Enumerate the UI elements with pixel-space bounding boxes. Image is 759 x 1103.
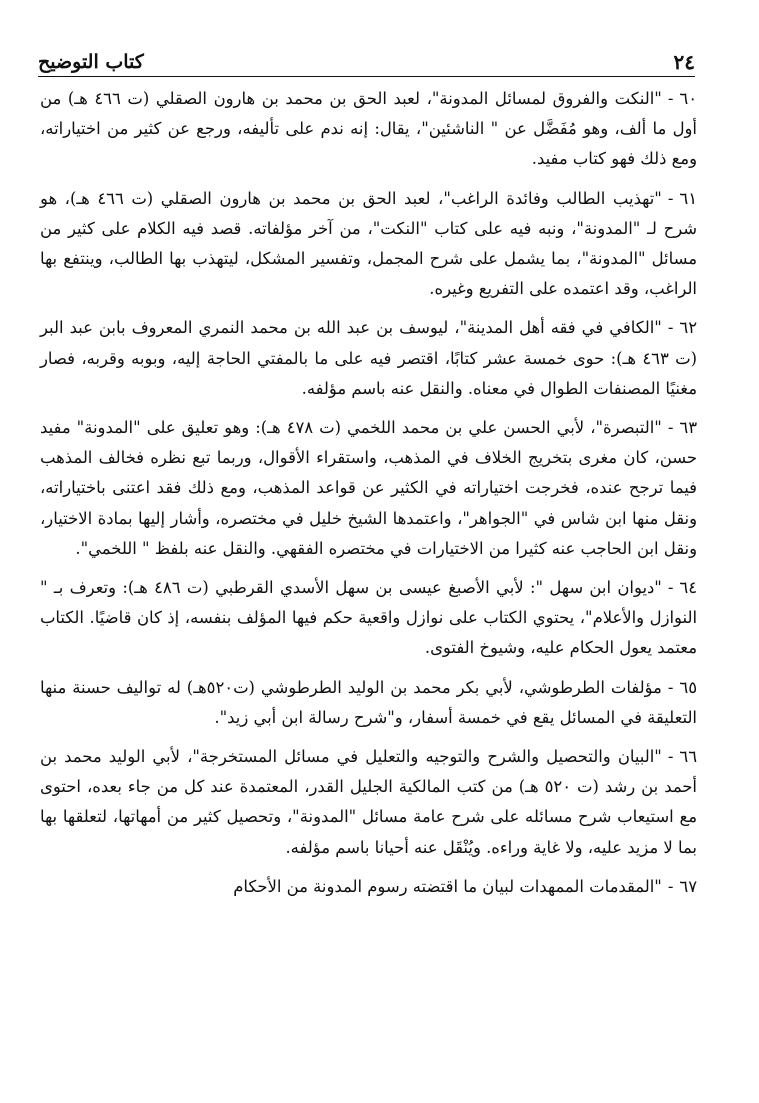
- entry-62: ٦٢-"الكافي في فقه أهل المدينة"، ليوسف بن عبد الله بن محمد النمري المعروف بابن عبد البر (ت ٤٦٣ هـ): حوى خمسة عشر كتابًا، اقتصر فيه على ما بالمفتي الحاجة إليه، وبوبه وقربه، فصار مغنيًا المصنفات الطوال في معناه. والنقل عنه باسم مؤلفه.: [40, 318, 697, 398]
- entry-number: ٦١: [679, 188, 697, 208]
- entry-65: ٦٥-مؤلفات الطرطوشي، لأبي بكر محمد بن الوليد الطرطوشي (ت٥٢٠هـ) له تواليف حسنة منها التعليقة في المسائل يقع في خمسة أسفار، و"شرح رسالة ابن أبي زيد".: [40, 677, 697, 727]
- entry-number: ٦٤: [679, 578, 697, 598]
- entry-number: ٦٧: [679, 876, 697, 896]
- entry-64: ٦٤-"ديوان ابن سهل ": لأبي الأصبغ عيسى بن سهل الأسدي القرطبي (ت ٤٨٦ هـ): وتعرف بـ " النوازل والأعلام"، يحتوي الكتاب على نوازل واقعية حكم فيها المؤلف بنفسه، إذ كان قاضيًا. الكتاب معتمد يعول الحكام عليه، وشيوخ الفتوى.: [40, 578, 697, 658]
- entry-number: ٦٦: [679, 747, 697, 767]
- entry-67: ٦٧-"المقدمات الممهدات لبيان ما اقتضته رسوم المدونة من الأحكام: [233, 876, 697, 896]
- page-number: ٢٤: [673, 50, 695, 74]
- entry-text: "تهذيب الطالب وفائدة الراغب"، لعبد الحق بن محمد بن هارون الصقلي (ت ٤٦٦ هـ)، هو شرح لـ "المدونة"، ونبه فيه على كتاب "النكت"، من آخر مؤلفاته. قصد فيه الكلام على كثير من مسائل "المدونة"، بما يشمل على شرح المجمل، وتفسير المشكل، ليتهذب بها الطالب، وينتفع بها الراغب، وقد اعتمده على التفريع وغيره.: [40, 188, 697, 299]
- entry-text: "التبصرة"، لأبي الحسن علي بن محمد اللخمي (ت ٤٧٨ هـ): وهو تعليق على "المدونة" مفيد حسن، كان مغرى بتخريج الخلاف في المذهب، واستقراء الأقوال، وربما تبع نظره فخالف المذهب فيما ترجح عنده، فخرجت اختياراته في الكثير عن قواعد المذهب، ومع ذلك فقد اعتنى باختياراته، ونقل منها ابن شاس في "الجواهر"، واعتمدها الشيخ خليل في مختصره، وأشار إليها بمادة الاختيار، ونقل ابن الحاجب عنه كثيرا من الاختيارات في مختصره الفقهي. والنقل عنه بلفظ " اللخمي".: [40, 418, 697, 558]
- running-header: [38, 42, 695, 76]
- entry-60: ٦٠-"النكت والفروق لمسائل المدونة"، لعبد الحق بن محمد بن هارون الصقلي (ت ٤٦٦ هـ) من أول ما ألف، وهو مُفَضَّل عن " الناشئين"، يقال: إنه ندم على تأليفه، ورجع عن كثير من اختياراته، ومع ذلك فهو كتاب مفيد.: [40, 89, 697, 169]
- header-rule: [38, 76, 695, 77]
- entry-text: "النكت والفروق لمسائل المدونة"، لعبد الحق بن محمد بن هارون الصقلي (ت ٤٦٦ هـ) من أول ما ألف، وهو مُفَضَّل عن " الناشئين"، يقال: إنه ندم على تأليفه، ورجع عن كثير من اختياراته، ومع ذلك فهو كتاب مفيد.: [40, 89, 697, 169]
- entry-number: ٦٥: [679, 677, 697, 697]
- entry-text: "المقدمات الممهدات لبيان ما اقتضته رسوم المدونة من الأحكام: [233, 876, 662, 896]
- entry-text: "ديوان ابن سهل ": لأبي الأصبغ عيسى بن سهل الأسدي القرطبي (ت ٤٨٦ هـ): وتعرف بـ " النوازل والأعلام"، يحتوي الكتاب على نوازل واقعية حكم فيها المؤلف بنفسه، إذ كان قاضيًا. الكتاب معتمد يعول الحكام عليه، وشيوخ الفتوى.: [40, 578, 697, 658]
- entry-63: ٦٣-"التبصرة"، لأبي الحسن علي بن محمد اللخمي (ت ٤٧٨ هـ): وهو تعليق على "المدونة" مفيد حسن، كان مغرى بتخريج الخلاف في المذهب، واستقراء الأقوال، وربما تبع نظره فخالف المذهب فيما ترجح عنده، فخرجت اختياراته في الكثير عن قواعد المذهب، ومع ذلك فقد اعتنى باختياراته، ونقل منها ابن شاس في "الجواهر"، واعتمدها الشيخ خليل في مختصره، وأشار إليها بمادة الاختيار، ونقل ابن الحاجب عنه كثيرا من الاختيارات في مختصره الفقهي. والنقل عنه بلفظ " اللخمي".: [40, 418, 698, 558]
- running-title: كتاب التوضيح: [38, 51, 144, 73]
- entry-text: "الكافي في فقه أهل المدينة"، ليوسف بن عبد الله بن محمد النمري المعروف بابن عبد البر (ت ٤٦٣ هـ): حوى خمسة عشر كتابًا، اقتصر فيه على ما بالمفتي الحاجة إليه، وبوبه وقربه، فصار مغنيًا المصنفات الطوال في معناه. والنقل عنه باسم مؤلفه.: [40, 318, 697, 398]
- entry-text: "البيان والتحصيل والشرح والتوجيه والتعليل في مسائل المستخرجة"، لأبي الوليد محمد بن أحمد بن رشد (ت ٥٢٠ هـ) من كتب المالكية الجليل القدر، المعتمدة عند كل من جاء بعده، احتوى مع استيعاب شرح مسائله على شرح عامة مسائل "المدونة"، وتحصيل كثير من أمهاتها، لتعلقها بها بما لا مزيد عليه، ولا غاية وراءه. ويُنْقَل عنه أحيانا باسم مؤلفه.: [40, 747, 697, 857]
- entry-text: مؤلفات الطرطوشي، لأبي بكر محمد بن الوليد الطرطوشي (ت٥٢٠هـ) له تواليف حسنة منها التعليقة في المسائل يقع في خمسة أسفار، و"شرح رسالة ابن أبي زيد".: [40, 677, 697, 727]
- page-body: [40, 84, 697, 911]
- entry-number: ٦٠: [679, 89, 697, 108]
- entry-number: ٦٢: [679, 318, 697, 338]
- entry-66: ٦٦-"البيان والتحصيل والشرح والتوجيه والتعليل في مسائل المستخرجة"، لأبي الوليد محمد بن أحمد بن رشد (ت ٥٢٠ هـ) من كتب المالكية الجليل القدر، المعتمدة عند كل من جاء بعده، احتوى مع استيعاب شرح مسائله على شرح عامة مسائل "المدونة"، وتحصيل كثير من أمهاتها، لتعلقها بها بما لا مزيد عليه، ولا غاية وراءه. ويُنْقَل عنه أحيانا باسم مؤلفه.: [40, 747, 697, 857]
- entry-61: ٦١-"تهذيب الطالب وفائدة الراغب"، لعبد الحق بن محمد بن هارون الصقلي (ت ٤٦٦ هـ)، هو شرح لـ "المدونة"، ونبه فيه على كتاب "النكت"، من آخر مؤلفاته. قصد فيه الكلام على كثير من مسائل "المدونة"، بما يشمل على شرح المجمل، وتفسير المشكل، ليتهذب بها الطالب، وينتفع بها الراغب، وقد اعتمده على التفريع وغيره.: [40, 188, 697, 299]
- entry-number: ٦٣: [679, 418, 698, 438]
